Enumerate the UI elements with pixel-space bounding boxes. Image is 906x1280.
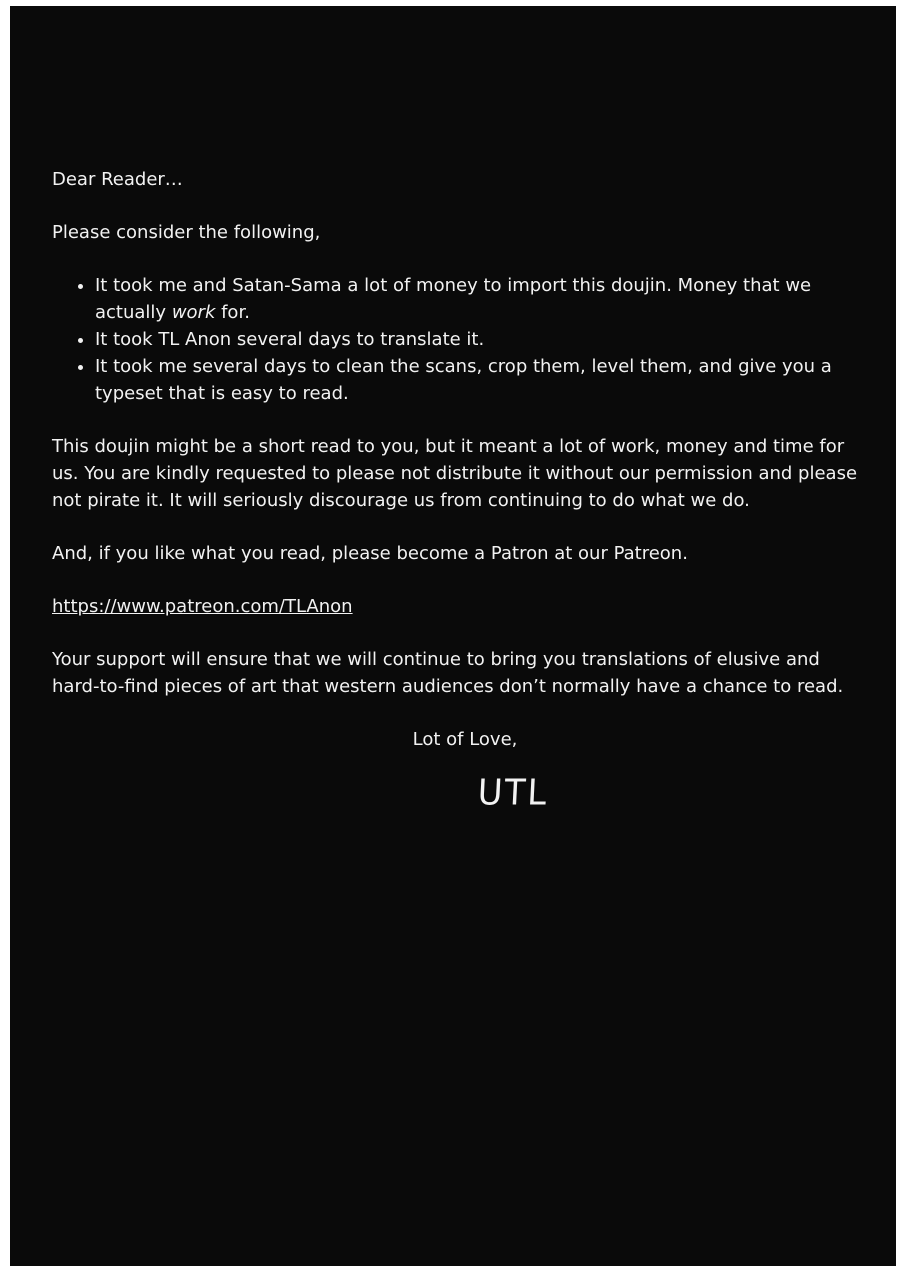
support-paragraph: Your support will ensure that we will continue to bring you translations of elusive and hard-to-find pieces of art that western audiences don’t normally have a chance to read. xyxy=(52,649,844,697)
letter-body xyxy=(52,166,862,813)
list-item-text: It took me and Satan-Sama a lot of money to import this doujin. Money that we actually xyxy=(95,275,812,323)
link-paragraph xyxy=(52,593,862,620)
request-paragraph: This doujin might be a short read to you, but it meant a lot of work, money and time for us. You are kindly requested to please not distribute it without our permission and please not pirate it. It will seriously discourage us from continuing to do what we do. xyxy=(52,436,858,511)
reasons-list xyxy=(52,272,862,407)
list-item xyxy=(95,272,862,326)
signature: UTL xyxy=(476,772,550,814)
emphasis-word: work xyxy=(171,302,216,323)
letter-page xyxy=(10,6,896,1266)
list-item: • It took TL Anon several days to translate it. xyxy=(95,326,862,353)
intro-line: Please consider the following, xyxy=(52,222,321,243)
list-item: • It took me several days to clean the scans, crop them, level them, and give you a typeset that is easy to read. xyxy=(95,353,862,407)
greeting: Dear Reader… xyxy=(52,169,183,190)
patron-paragraph: And, if you like what you read, please become a Patron at our Patreon. xyxy=(52,543,688,564)
closing-line: Lot of Love, xyxy=(412,729,518,750)
list-item-text-end: for. xyxy=(215,302,250,323)
patreon-link[interactable]: https://www.patreon.com/TLAnon xyxy=(52,596,353,617)
